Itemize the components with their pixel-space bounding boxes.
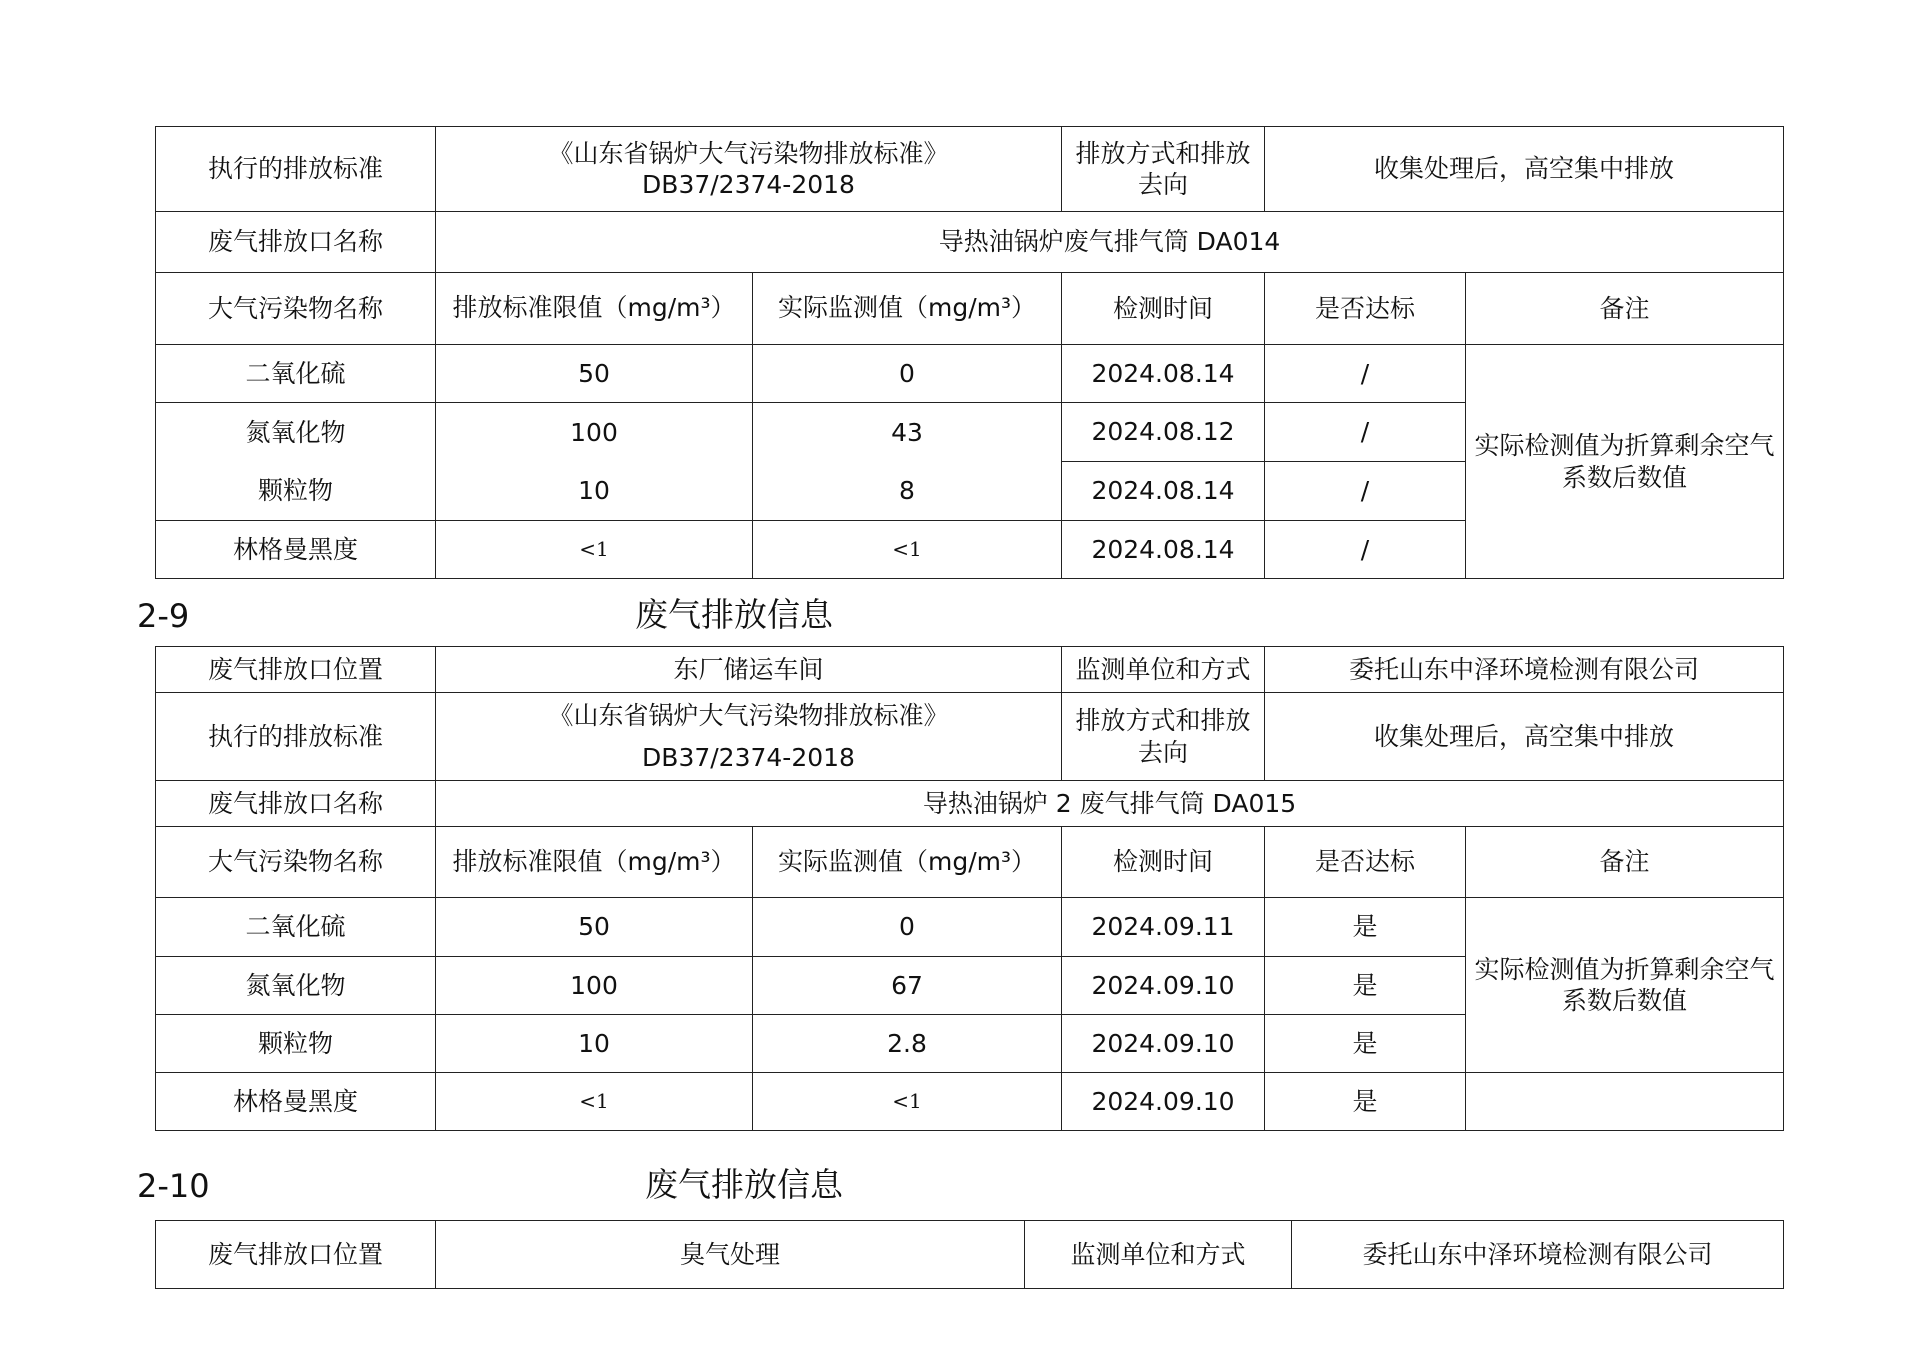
- table-row: [156, 345, 1784, 403]
- header-row: [156, 273, 1784, 345]
- header-actual: 实际监测值（mg/m³）: [753, 273, 1062, 345]
- limit-value: 100: [436, 957, 753, 1015]
- location-value: 臭气处理: [436, 1221, 1025, 1289]
- pollutant-name-pm: 颗粒物: [257, 475, 333, 505]
- actual-value: 2.8: [753, 1015, 1062, 1073]
- method-value: 收集处理后，高空集中排放: [1265, 127, 1784, 212]
- section-title: 废气排放信息: [635, 595, 833, 634]
- location-row: [156, 647, 1784, 693]
- standard-code: DB37/2374-2018: [642, 170, 855, 199]
- monitor-label: 监测单位和方式: [1025, 1221, 1292, 1289]
- pollutant-name: 林格曼黑度: [156, 1073, 436, 1131]
- header-limit: 排放标准限值（mg/m³）: [436, 827, 753, 898]
- standard-name: 《山东省锅炉大气污染物排放标准》: [548, 701, 949, 731]
- emission-table-da014: [155, 126, 1784, 579]
- outlet-row: [156, 212, 1784, 273]
- limit-value: [436, 403, 753, 521]
- method-label: 排放方式和排放去向: [1062, 693, 1265, 781]
- section-number: 2-9: [137, 597, 190, 635]
- header-compliant: 是否达标: [1265, 273, 1466, 345]
- actual-value: [753, 403, 1062, 521]
- table-row: [156, 1073, 1784, 1131]
- section-number: 2-10: [137, 1167, 210, 1205]
- header-limit: 排放标准限值（mg/m³）: [436, 273, 753, 345]
- standard-row: [156, 127, 1784, 212]
- monitor-value: 委托山东中泽环境检测有限公司: [1265, 647, 1784, 693]
- monitor-label: 监测单位和方式: [1062, 647, 1265, 693]
- standard-code: DB37/2374-2018: [642, 742, 855, 772]
- compliant-value: /: [1265, 521, 1466, 579]
- limit-value: <1: [436, 521, 753, 579]
- pollutant-name: 颗粒物: [156, 1015, 436, 1073]
- standard-value: [436, 127, 1062, 212]
- actual-value-pm: 8: [899, 475, 915, 505]
- method-value: 收集处理后，高空集中排放: [1265, 693, 1784, 781]
- outlet-value: 导热油锅炉废气排气筒 DA014: [436, 212, 1784, 273]
- actual-value: 0: [753, 345, 1062, 403]
- compliant-value: 是: [1265, 957, 1466, 1015]
- pollutant-name: 二氧化硫: [156, 898, 436, 957]
- actual-value: 67: [753, 957, 1062, 1015]
- compliant-value: 是: [1265, 1015, 1466, 1073]
- compliant-value: /: [1265, 345, 1466, 403]
- method-label: 排放方式和排放去向: [1062, 127, 1265, 212]
- actual-value: 0: [753, 898, 1062, 957]
- limit-value-nox: 100: [570, 417, 618, 447]
- emission-table-da015: [155, 646, 1784, 1131]
- compliant-value-pm: /: [1360, 476, 1370, 505]
- limit-value-pm: 10: [578, 475, 610, 505]
- remark-value: 实际检测值为折算剩余空气系数后数值: [1466, 898, 1784, 1073]
- header-time: 检测时间: [1062, 273, 1265, 345]
- monitor-value: 委托山东中泽环境检测有限公司: [1292, 1221, 1784, 1289]
- emission-table-odor: [155, 1220, 1784, 1289]
- standard-label: 执行的排放标准: [156, 693, 436, 781]
- location-value: 东厂储运车间: [436, 647, 1062, 693]
- header-row: [156, 827, 1784, 898]
- limit-value: 50: [436, 345, 753, 403]
- header-remark: 备注: [1466, 273, 1784, 345]
- test-time: 2024.09.10: [1062, 1073, 1265, 1131]
- compliant-value: 是: [1265, 898, 1466, 957]
- test-time-pm: 2024.08.14: [1091, 476, 1235, 505]
- compliant-value-nox: /: [1265, 403, 1465, 462]
- standard-name: 《山东省锅炉大气污染物排放标准》: [548, 138, 949, 168]
- test-time: 2024.09.10: [1062, 957, 1265, 1015]
- outlet-label: 废气排放口名称: [156, 781, 436, 827]
- pollutant-name: 氮氧化物: [156, 957, 436, 1015]
- pollutant-name: 林格曼黑度: [156, 521, 436, 579]
- outlet-value: 导热油锅炉 2 废气排气筒 DA015: [436, 781, 1784, 827]
- test-time: 2024.09.10: [1062, 1015, 1265, 1073]
- pollutant-name-nox: 氮氧化物: [245, 417, 346, 447]
- test-time-nox: 2024.08.12: [1062, 403, 1264, 462]
- standard-value: [436, 693, 1062, 781]
- standard-label: 执行的排放标准: [156, 127, 436, 212]
- pollutant-name: 二氧化硫: [156, 345, 436, 403]
- limit-value: 10: [436, 1015, 753, 1073]
- header-remark: 备注: [1466, 827, 1784, 898]
- header-time: 检测时间: [1062, 827, 1265, 898]
- header-pollutant: 大气污染物名称: [156, 273, 436, 345]
- table-row: [156, 898, 1784, 957]
- standard-row: [156, 693, 1784, 781]
- test-time: [1062, 403, 1265, 521]
- compliant-value: 是: [1265, 1073, 1466, 1131]
- header-pollutant: 大气污染物名称: [156, 827, 436, 898]
- section-title: 废气排放信息: [645, 1165, 843, 1204]
- header-actual: 实际监测值（mg/m³）: [753, 827, 1062, 898]
- test-time: 2024.08.14: [1062, 345, 1265, 403]
- location-label: 废气排放口位置: [156, 1221, 436, 1289]
- test-time: 2024.08.14: [1062, 521, 1265, 579]
- test-time: 2024.09.11: [1062, 898, 1265, 957]
- limit-value: <1: [436, 1073, 753, 1131]
- location-label: 废气排放口位置: [156, 647, 436, 693]
- remark-empty: [1466, 1073, 1784, 1131]
- limit-value: 50: [436, 898, 753, 957]
- actual-value: <1: [753, 1073, 1062, 1131]
- actual-value: <1: [753, 521, 1062, 579]
- remark-value: 实际检测值为折算剩余空气系数后数值: [1466, 345, 1784, 579]
- pollutant-name: [156, 403, 436, 521]
- header-compliant: 是否达标: [1265, 827, 1466, 898]
- location-row: [156, 1221, 1784, 1289]
- outlet-label: 废气排放口名称: [156, 212, 436, 273]
- actual-value-nox: 43: [891, 417, 923, 447]
- compliant-value: [1265, 403, 1466, 521]
- outlet-row: [156, 781, 1784, 827]
